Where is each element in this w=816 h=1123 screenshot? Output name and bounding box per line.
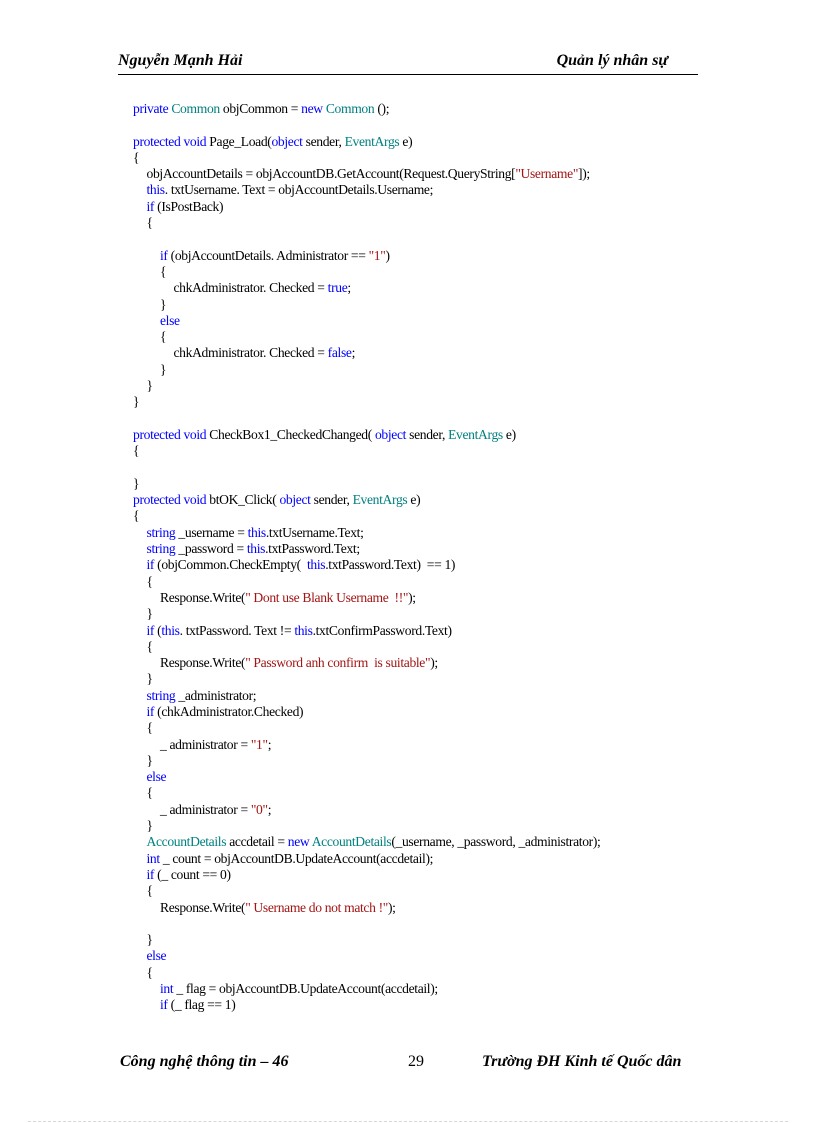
code-token: (_ count == 0) bbox=[157, 866, 231, 882]
code-line bbox=[133, 297, 693, 313]
page-footer bbox=[118, 1053, 698, 1075]
code-token: _ administrator = bbox=[160, 736, 251, 752]
code-token: Response.Write( bbox=[160, 655, 246, 671]
code-line bbox=[133, 785, 693, 801]
code-token: " Dont use Blank Username !!" bbox=[245, 589, 409, 605]
code-token: protected void bbox=[133, 492, 210, 508]
code-token: EventArgs bbox=[448, 426, 506, 442]
code-line bbox=[133, 883, 693, 899]
code-line bbox=[133, 215, 693, 231]
page-header bbox=[118, 52, 698, 75]
code-line bbox=[133, 231, 693, 247]
code-line bbox=[133, 476, 693, 492]
code-token: sender, bbox=[313, 492, 353, 508]
code-token: Response.Write( bbox=[160, 899, 246, 915]
code-line bbox=[133, 997, 693, 1013]
code-token: this bbox=[247, 524, 266, 540]
code-token: _ administrator = bbox=[160, 801, 251, 817]
code-token: accdetail = bbox=[229, 834, 288, 850]
code-token: _ count = objAccountDB.UpdateAccount(accdetail); bbox=[162, 850, 434, 866]
code-line bbox=[133, 166, 693, 182]
code-token: _username = bbox=[178, 524, 248, 540]
code-line bbox=[133, 753, 693, 769]
code-token: "1" bbox=[368, 247, 386, 263]
code-token: if bbox=[160, 247, 171, 263]
code-token: " Password anh confirm is suitable" bbox=[245, 655, 431, 671]
code-token: sender, bbox=[305, 133, 345, 149]
code-token: else bbox=[146, 948, 167, 964]
code-token: . txtPassword. Text != bbox=[179, 622, 295, 638]
code-token: true bbox=[327, 280, 348, 296]
code-token: int bbox=[160, 981, 177, 997]
code-token: .txtConfirmPassword.Text) bbox=[312, 622, 452, 638]
code-token: this bbox=[294, 622, 313, 638]
code-token: { bbox=[146, 573, 153, 589]
code-token: ) bbox=[385, 247, 390, 263]
code-token: } bbox=[146, 671, 153, 687]
code-token: .txtUsername.Text; bbox=[265, 524, 364, 540]
code-token: AccountDetails bbox=[146, 834, 230, 850]
code-token: private bbox=[133, 101, 172, 116]
code-token: _ flag = objAccountDB.UpdateAccount(accdetail); bbox=[176, 981, 438, 997]
code-token: "0" bbox=[250, 801, 268, 817]
code-line bbox=[133, 720, 693, 736]
code-token: ( bbox=[157, 622, 162, 638]
code-line bbox=[133, 411, 693, 427]
code-token: protected void bbox=[133, 426, 210, 442]
code-line bbox=[133, 460, 693, 476]
code-token: _administrator; bbox=[178, 687, 257, 703]
code-token: protected void bbox=[133, 133, 210, 149]
footer-university: Trường ĐH Kinh tế Quốc dân bbox=[482, 1053, 682, 1070]
code-token: if bbox=[146, 866, 158, 882]
code-token: } bbox=[146, 606, 153, 622]
code-token: AccountDetails bbox=[311, 834, 392, 850]
code-line bbox=[133, 443, 693, 459]
code-token: objAccountDetails = objAccountDB.GetAccount(Request.QueryString[ bbox=[146, 166, 516, 182]
code-token: if bbox=[146, 622, 158, 638]
code-token: chkAdministrator. Checked = bbox=[173, 345, 328, 361]
code-token: else bbox=[160, 312, 180, 328]
code-line bbox=[133, 199, 693, 215]
code-token: objCommon = bbox=[222, 101, 302, 116]
code-token: "Username" bbox=[515, 166, 579, 182]
code-token: this bbox=[161, 622, 180, 638]
code-token: e) bbox=[505, 426, 516, 442]
code-token: object bbox=[271, 133, 306, 149]
code-line bbox=[133, 345, 693, 361]
code-token: string bbox=[146, 541, 179, 557]
code-listing bbox=[133, 101, 693, 1014]
code-token: (objAccountDetails. Administrator == bbox=[170, 247, 369, 263]
code-line bbox=[133, 981, 693, 997]
code-line bbox=[133, 492, 693, 508]
code-token: { bbox=[146, 638, 153, 654]
code-token: (chkAdministrator.Checked) bbox=[157, 703, 304, 719]
code-line bbox=[133, 965, 693, 981]
code-line bbox=[133, 802, 693, 818]
code-line bbox=[133, 264, 693, 280]
code-line bbox=[133, 280, 693, 296]
code-token: EventArgs bbox=[344, 133, 403, 149]
code-token: } bbox=[160, 361, 167, 377]
code-line bbox=[133, 655, 693, 671]
code-token: { bbox=[146, 215, 153, 231]
code-line bbox=[133, 394, 693, 410]
code-line bbox=[133, 590, 693, 606]
code-line bbox=[133, 704, 693, 720]
code-token: new bbox=[301, 101, 326, 116]
code-token: int bbox=[146, 850, 163, 866]
code-token: (IsPostBack) bbox=[157, 198, 224, 214]
code-token: string bbox=[146, 524, 179, 540]
code-token: { bbox=[160, 329, 167, 345]
code-token: chkAdministrator. Checked = bbox=[173, 280, 328, 296]
code-token: string bbox=[146, 687, 179, 703]
code-token: ]); bbox=[578, 166, 590, 182]
code-token: ; bbox=[267, 736, 272, 752]
code-token: object bbox=[279, 492, 314, 508]
code-token: { bbox=[146, 720, 153, 736]
code-token: Page_Load( bbox=[209, 133, 272, 149]
footer-course: Công nghệ thông tin – 46 bbox=[120, 1053, 289, 1070]
code-token: } bbox=[146, 378, 153, 394]
code-token: Response.Write( bbox=[160, 589, 246, 605]
code-token: ; bbox=[351, 345, 356, 361]
code-token: } bbox=[146, 818, 153, 834]
code-line bbox=[133, 948, 693, 964]
code-line bbox=[133, 818, 693, 834]
code-line bbox=[133, 834, 693, 850]
code-token: if bbox=[160, 997, 171, 1013]
code-line bbox=[133, 916, 693, 932]
code-token: } bbox=[160, 296, 167, 312]
code-line bbox=[133, 150, 693, 166]
code-line bbox=[133, 182, 693, 198]
code-token: EventArgs bbox=[352, 492, 411, 508]
code-line bbox=[133, 606, 693, 622]
code-line bbox=[133, 101, 693, 117]
code-token: this bbox=[306, 557, 326, 573]
code-line bbox=[133, 378, 693, 394]
code-token: { bbox=[146, 785, 153, 801]
code-token: e) bbox=[402, 133, 413, 149]
code-token: . txtUsername. Text = objAccountDetails.Username; bbox=[164, 182, 434, 198]
code-line bbox=[133, 508, 693, 524]
page-bottom-edge bbox=[28, 1121, 788, 1122]
code-line bbox=[133, 867, 693, 883]
code-token: } bbox=[146, 752, 153, 768]
code-line bbox=[133, 117, 693, 133]
header-author: Nguyễn Mạnh Hải bbox=[118, 52, 243, 69]
code-token: { bbox=[133, 149, 140, 165]
code-token: Common bbox=[325, 101, 378, 116]
code-token: (_ flag == 1) bbox=[170, 997, 236, 1013]
code-line bbox=[133, 623, 693, 639]
code-token: } bbox=[133, 394, 140, 410]
code-token: ; bbox=[267, 801, 272, 817]
code-token: object bbox=[374, 426, 410, 442]
code-line bbox=[133, 671, 693, 687]
code-token: btOK_Click( bbox=[209, 492, 280, 508]
code-token: " Username do not match !" bbox=[245, 899, 388, 915]
code-token: (_username, _password, _administrator); bbox=[391, 834, 601, 850]
code-token: ); bbox=[430, 655, 438, 671]
code-line bbox=[133, 134, 693, 150]
code-token: .txtPassword.Text; bbox=[265, 541, 360, 557]
code-line bbox=[133, 769, 693, 785]
page-number: 29 bbox=[408, 1053, 424, 1070]
code-token: (objCommon.CheckEmpty( bbox=[157, 557, 307, 573]
code-token: } bbox=[146, 932, 153, 948]
code-token: } bbox=[133, 475, 140, 491]
code-token: e) bbox=[410, 492, 421, 508]
code-token: { bbox=[133, 508, 140, 524]
code-token: { bbox=[146, 964, 153, 980]
code-token: CheckBox1_CheckedChanged( bbox=[209, 426, 375, 442]
code-token: new bbox=[287, 834, 312, 850]
code-token: ; bbox=[347, 280, 351, 296]
code-line bbox=[133, 900, 693, 916]
code-line bbox=[133, 525, 693, 541]
code-token: _password = bbox=[178, 541, 247, 557]
code-token: ); bbox=[408, 589, 416, 605]
code-token: if bbox=[146, 703, 158, 719]
code-line bbox=[133, 248, 693, 264]
code-token: (); bbox=[377, 101, 390, 116]
code-line bbox=[133, 427, 693, 443]
code-token: this bbox=[146, 182, 165, 198]
code-line bbox=[133, 313, 693, 329]
code-token: else bbox=[146, 769, 167, 785]
code-line bbox=[133, 557, 693, 573]
code-token: ); bbox=[388, 899, 396, 915]
code-token: this bbox=[246, 541, 266, 557]
code-line bbox=[133, 362, 693, 378]
code-token: sender, bbox=[409, 426, 449, 442]
code-token: if bbox=[146, 198, 158, 214]
code-token: Common bbox=[171, 101, 223, 116]
code-line bbox=[133, 688, 693, 704]
code-token: false bbox=[327, 345, 352, 361]
code-token: { bbox=[133, 443, 140, 459]
code-line bbox=[133, 737, 693, 753]
code-line bbox=[133, 574, 693, 590]
code-token: if bbox=[146, 557, 158, 573]
code-line bbox=[133, 932, 693, 948]
code-line bbox=[133, 851, 693, 867]
code-line bbox=[133, 541, 693, 557]
code-line bbox=[133, 639, 693, 655]
code-token: "1" bbox=[250, 736, 268, 752]
header-subject: Quản lý nhân sự bbox=[556, 52, 668, 69]
code-line bbox=[133, 329, 693, 345]
code-token: { bbox=[146, 883, 153, 899]
code-token: .txtPassword.Text) == 1) bbox=[325, 557, 456, 573]
code-token: { bbox=[160, 263, 167, 279]
